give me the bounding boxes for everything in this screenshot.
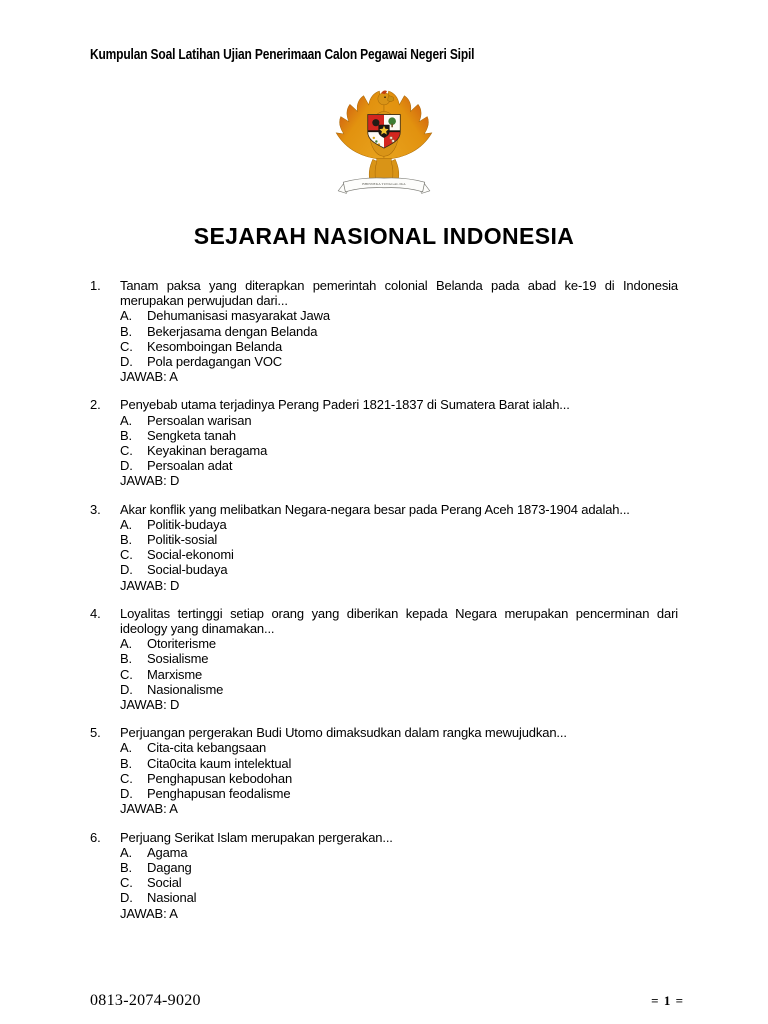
option-letter: C.	[120, 875, 133, 891]
question-text: Perjuangan pergerakan Budi Utomo dimaksudkan dalam rangka mewujudkan...	[120, 725, 567, 741]
option-text: Dehumanisasi masyarakat Jawa	[147, 308, 330, 324]
question-number: 2.	[90, 397, 101, 413]
option-text: Bekerjasama dengan Belanda	[147, 323, 318, 339]
option-text: Politik-sosial	[147, 532, 218, 548]
question-item-2	[90, 397, 678, 488]
option-text: Politik-budaya	[147, 516, 227, 532]
option-text: Otoriterisme	[147, 636, 216, 652]
option-letter: C.	[120, 338, 133, 354]
option-letter: B.	[120, 859, 132, 875]
question-number: 3.	[90, 501, 101, 517]
question-number: 5.	[90, 725, 101, 741]
question-number: 1.	[90, 278, 101, 293]
page-footer	[90, 992, 684, 1010]
emblem-container	[90, 83, 678, 201]
option-letter: A.	[120, 308, 132, 324]
footer-page-number: = 1 =	[651, 993, 684, 1008]
option-row	[120, 413, 678, 428]
question-text: Loyalitas tertinggi setiap orang yang diberikan kepada Negara merupakan pencerminan dari ideology yang dinamakan...	[120, 605, 678, 637]
option-letter: A.	[120, 844, 132, 860]
option-row	[120, 532, 678, 547]
option-letter: C.	[120, 547, 133, 563]
option-text: Penghapusan feodalisme	[147, 786, 291, 802]
option-row	[120, 890, 678, 905]
option-text: Sosialisme	[147, 651, 209, 667]
option-text: Social-ekonomi	[147, 547, 234, 563]
option-row	[120, 308, 678, 323]
question-item-6	[90, 830, 678, 921]
footer-phone: 0813-2074-9020	[90, 992, 201, 1009]
option-text: Keyakinan beragama	[147, 443, 268, 459]
option-letter: C.	[120, 666, 133, 682]
option-text: Persoalan warisan	[147, 412, 252, 428]
option-text: Kesomboingan Belanda	[147, 338, 283, 354]
option-letter: A.	[120, 412, 132, 428]
question-item-3	[90, 502, 678, 593]
option-row	[120, 517, 678, 532]
option-letter: D.	[120, 681, 133, 697]
option-row	[120, 562, 678, 577]
question-item-5	[90, 725, 678, 816]
option-text: Nasional	[147, 890, 197, 906]
document-header	[90, 0, 678, 63]
option-row	[120, 667, 678, 682]
option-letter: B.	[120, 427, 132, 443]
option-letter: C.	[120, 443, 133, 459]
option-letter: A.	[120, 636, 132, 652]
motto-text: BHINNEKA TUNGGAL IKA	[362, 182, 406, 187]
option-row	[120, 682, 678, 697]
option-letter: D.	[120, 786, 133, 802]
option-text: Marxisme	[147, 666, 203, 682]
option-letter: C.	[120, 770, 133, 786]
question-text: Penyebab utama terjadinya Perang Paderi 1821-1837 di Sumatera Barat ialah...	[120, 397, 570, 413]
option-text: Sengketa tanah	[147, 427, 236, 443]
question-text: Akar konflik yang melibatkan Negara-negara besar pada Perang Aceh 1873-1904 adalah...	[120, 501, 630, 517]
option-row	[120, 354, 678, 369]
question-number: 4.	[90, 605, 101, 621]
option-row	[120, 771, 678, 786]
question-list	[90, 278, 678, 921]
option-row	[120, 786, 678, 801]
motto-scroll	[338, 178, 430, 193]
option-row	[120, 443, 678, 458]
question-item-1	[90, 278, 678, 384]
option-letter: B.	[120, 651, 132, 667]
option-letter: B.	[120, 323, 132, 339]
garuda-pancasila-icon	[330, 83, 438, 201]
option-text: Dagang	[147, 859, 192, 875]
option-text: Cita-cita kebangsaan	[147, 740, 267, 756]
option-row	[120, 324, 678, 339]
option-letter: B.	[120, 532, 132, 548]
option-letter: D.	[120, 890, 133, 906]
option-row	[120, 636, 678, 651]
option-text: Agama	[147, 844, 188, 860]
answer-line: JAWAB: A	[120, 369, 178, 385]
question-item-4	[90, 606, 678, 712]
option-row	[120, 756, 678, 771]
option-letter: B.	[120, 755, 132, 771]
option-letter: D.	[120, 354, 133, 370]
option-letter: D.	[120, 562, 133, 578]
option-text: Pola perdagangan VOC	[147, 354, 283, 370]
document-header-title: Kumpulan Soal Latihan Ujian Penerimaan Calon Pegawai Negeri Sipil	[90, 46, 475, 63]
page-title: SEJARAH NASIONAL INDONESIA	[193, 223, 575, 249]
option-row	[120, 339, 678, 354]
option-row	[120, 740, 678, 755]
option-text: Cita0cita kaum intelektual	[147, 755, 292, 771]
option-letter: A.	[120, 740, 132, 756]
option-text: Social	[147, 875, 182, 891]
option-row	[120, 547, 678, 562]
answer-line: JAWAB: A	[120, 905, 178, 921]
option-letter: D.	[120, 458, 133, 474]
option-text: Nasionalisme	[147, 681, 224, 697]
option-row	[120, 651, 678, 666]
answer-line: JAWAB: A	[120, 801, 178, 817]
question-number: 6.	[90, 829, 101, 845]
option-row	[120, 845, 678, 860]
option-letter: A.	[120, 516, 132, 532]
answer-line: JAWAB: D	[120, 473, 180, 489]
question-text: Perjuang Serikat Islam merupakan pergerakan...	[120, 829, 393, 845]
option-text: Penghapusan kebodohan	[147, 770, 293, 786]
answer-line: JAWAB: D	[120, 577, 180, 593]
option-row	[120, 860, 678, 875]
answer-line: JAWAB: D	[120, 697, 180, 713]
option-row	[120, 875, 678, 890]
option-text: Persoalan adat	[147, 458, 233, 474]
option-text: Social-budaya	[147, 562, 228, 578]
option-row	[120, 428, 678, 443]
option-row	[120, 458, 678, 473]
question-text: Tanam paksa yang diterapkan pemerintah colonial Belanda pada abad ke-19 di Indonesia merupakan perwujudan dari...	[120, 278, 678, 309]
